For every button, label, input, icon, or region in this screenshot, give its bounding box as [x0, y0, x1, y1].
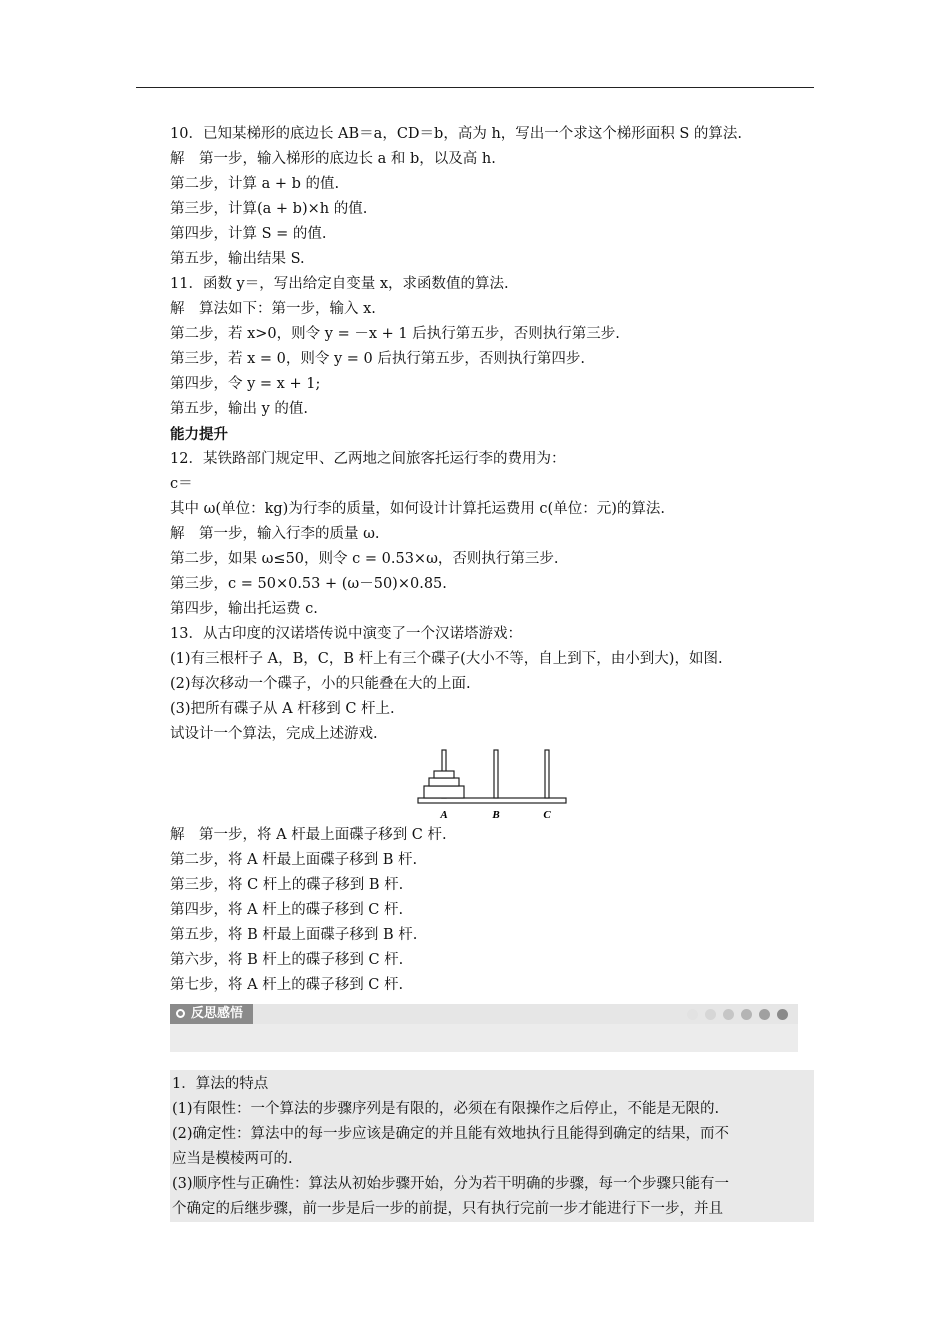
problem-13-step-6: 第六步，将 B 杆上的碟子移到 C 杆. [170, 952, 404, 968]
problem-10-step-2: 第二步，计算 a + b 的值. [170, 176, 340, 192]
problem-13-solution-step-1: 解 第一步，将 A 杆最上面碟子移到 C 杆. [170, 827, 447, 843]
banner-dots [687, 1009, 788, 1020]
reflection-tab [170, 1004, 253, 1024]
problem-11-step-3: 第三步，若 x = 0，则令 y = 0 后执行第五步，否则执行第四步. [170, 351, 585, 367]
hanoi-base [418, 798, 566, 803]
disk-medium [429, 778, 459, 786]
disk-small [434, 771, 454, 778]
problem-13-rule-3: (3)把所有碟子从 A 杆移到 C 杆上. [170, 701, 395, 717]
label-a: A [440, 809, 448, 821]
problem-11-solution-step-1: 解 算法如下：第一步，输入 x. [170, 301, 376, 317]
reflection-banner [170, 1004, 798, 1052]
problem-13-question: 试设计一个算法，完成上述游戏. [170, 726, 378, 742]
section-heading: 能力提升 [170, 426, 228, 443]
reflection-content [170, 1070, 814, 1222]
dot-icon [705, 1009, 716, 1020]
problem-13-step-4: 第四步，将 A 杆上的碟子移到 C 杆. [170, 902, 404, 918]
problem-12-formula: c＝ [170, 476, 193, 492]
problem-13-rule-2: (2)每次移动一个碟子，小的只能叠在大的上面. [170, 676, 471, 692]
problem-10 [170, 122, 810, 272]
label-b: B [492, 809, 500, 821]
disk-large [424, 786, 464, 798]
reflection-title: 反思感悟 [191, 1006, 244, 1021]
problem-11 [170, 272, 810, 422]
dot-icon [687, 1009, 698, 1020]
reflection-point-3: (3)顺序性与正确性：算法从初始步骤开始，分为若干明确的步骤，每一个步骤只能有一 [172, 1176, 730, 1192]
problem-13-rule-1: (1)有三根杆子 A，B，C，B 杆上有三个碟子(大小不等，自上到下，由小到大)，如图. [170, 651, 723, 667]
problem-12-solution-step-1: 解 第一步，输入行李的质量 ω. [170, 526, 380, 542]
reflection-heading: 1．算法的特点 [172, 1076, 269, 1092]
page-content [170, 122, 810, 1222]
dot-icon [777, 1009, 788, 1020]
hanoi-diagram [170, 747, 810, 823]
problem-10-solution-step-1: 解 第一步，输入梯形的底边长 a 和 b，以及高 h. [170, 151, 496, 167]
reflection-point-1: (1)有限性：一个算法的步骤序列是有限的，必须在有限操作之后停止，不能是无限的. [172, 1101, 720, 1117]
reflection-point-2: (2)确定性：算法中的每一步应该是确定的并且能有效地执行且能得到确定的结果，而不 [172, 1126, 730, 1142]
problem-13 [170, 622, 810, 998]
problem-13-step-3: 第三步，将 C 杆上的碟子移到 B 杆. [170, 877, 404, 893]
target-icon [176, 1009, 185, 1018]
problem-13-step-5: 第五步，将 B 杆最上面碟子移到 B 杆. [170, 927, 418, 943]
peg-b [494, 750, 498, 798]
problem-11-step-2: 第二步，若 x>0，则令 y = －x + 1 后执行第五步，否则执行第三步. [170, 326, 620, 342]
reflection-point-2-cont: 应当是模棱两可的. [172, 1151, 293, 1167]
problem-12-statement: 12．某铁路部门规定甲、乙两地之间旅客托运行李的费用为： [170, 451, 566, 467]
problem-13-step-2: 第二步，将 A 杆最上面碟子移到 B 杆. [170, 852, 418, 868]
problem-11-step-4: 第四步，令 y = x + 1; [170, 376, 321, 392]
problem-10-step-4: 第四步，计算 S = 的值. [170, 226, 327, 242]
problem-12-step-2: 第二步，如果 ω≤50，则令 c = 0.53×ω，否则执行第三步. [170, 551, 559, 567]
reflection-point-3-cont: 个确定的后继步骤，前一步是后一步的前提，只有执行完前一步才能进行下一步，并且 [172, 1201, 723, 1217]
problem-12 [170, 447, 810, 622]
peg-c [545, 750, 549, 798]
problem-12-step-3: 第三步，c = 50×0.53 + (ω－50)×0.85. [170, 576, 447, 592]
problem-13-statement: 13．从古印度的汉诺塔传说中演变了一个汉诺塔游戏： [170, 626, 522, 642]
hanoi-figure [170, 747, 810, 823]
problem-10-step-3: 第三步，计算(a + b)×h 的值. [170, 201, 368, 217]
problem-13-step-7: 第七步，将 A 杆上的碟子移到 C 杆. [170, 977, 404, 993]
label-c: C [543, 809, 551, 821]
dot-icon [741, 1009, 752, 1020]
problem-11-step-5: 第五步，输出 y 的值. [170, 401, 309, 417]
problem-12-step-4: 第四步，输出托运费 c. [170, 601, 318, 617]
header-rule [136, 87, 814, 88]
problem-12-question: 其中 ω(单位：kg)为行李的质量，如何设计计算托运费用 c(单位：元)的算法. [170, 501, 665, 517]
dot-icon [723, 1009, 734, 1020]
problem-11-statement: 11．函数 y＝，写出给定自变量 x，求函数值的算法. [170, 276, 509, 292]
dot-icon [759, 1009, 770, 1020]
problem-10-step-5: 第五步，输出结果 S. [170, 251, 305, 267]
problem-10-statement: 10．已知某梯形的底边长 AB＝a，CD＝b，高为 h，写出一个求这个梯形面积 S 的算法. [170, 126, 743, 142]
